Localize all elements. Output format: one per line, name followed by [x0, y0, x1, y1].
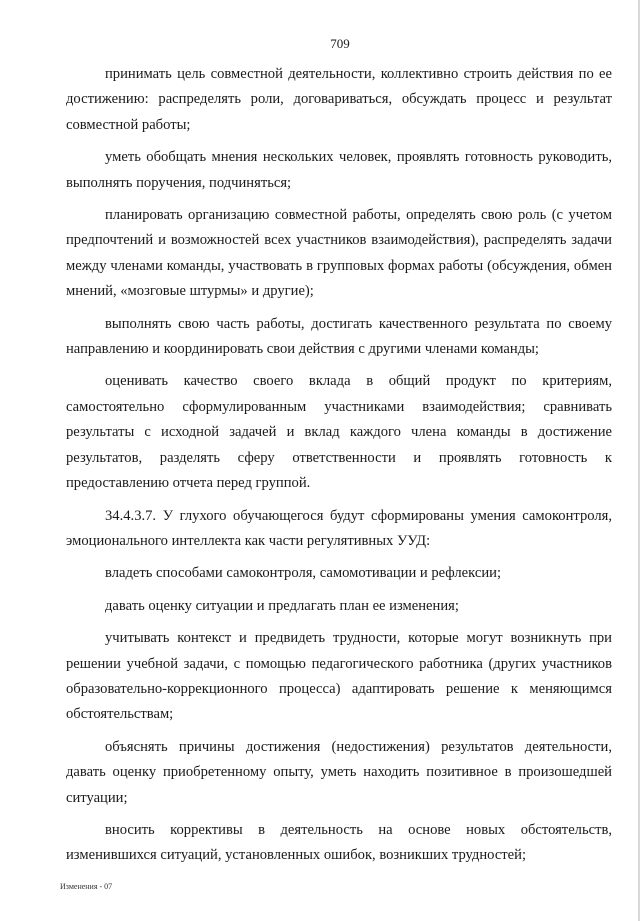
- paragraph: выполнять свою часть работы, достигать качественного результата по своему направлению и координировать свои действия с другими членами команды;: [66, 315, 612, 358]
- paragraph: учитывать контекст и предвидеть трудности, которые могут возникнуть при решении учебной задачи, с помощью педагогического работника (других участников образовательно-коррекционного процесса) адаптировать решение к меняющимся обстоятельствам;: [66, 630, 612, 723]
- paragraph: объяснять причины достижения (недостижения) результатов деятельности, давать оценку приобретенному опыту, уметь находить позитивное в произошедшей ситуации;: [66, 738, 612, 806]
- page-number: 709: [330, 36, 350, 51]
- paragraph: уметь обобщать мнения нескольких человек, проявлять готовность руководить, выполнять поручения, подчиняться;: [66, 149, 612, 191]
- page-footer: Изменения - 07: [60, 882, 113, 891]
- paragraph: давать оценку ситуации и предлагать план ее изменения;: [105, 597, 459, 614]
- paragraph: вносить коррективы в деятельность на основе новых обстоятельств, изменившихся ситуаций, установленных ошибок, возникших трудностей;: [66, 821, 612, 864]
- paragraph: планировать организацию совместной работы, определять свою роль (с учетом предпочтений и возможностей всех участников взаимодействия), распределять задачи между членами команды, участвовать в групповых формах работы (обсуждения, обмен мнений, «мозговые штурмы» и другие);: [66, 207, 612, 300]
- paragraph: принимать цель совместной деятельности, коллективно строить действия по ее достижению: распределять роли, договариваться, обсуждать процесс и результат совместной работы;: [66, 66, 612, 133]
- section-heading-paragraph: 34.4.3.7. У глухого обучающегося будут сформированы умения самоконтроля, эмоционального интеллекта как части регулятивных УУД:: [66, 507, 612, 549]
- document-body: [66, 62, 612, 876]
- paragraph: оценивать качество своего вклада в общий продукт по критериям, самостоятельно сформулированным участниками взаимодействия; сравнивать результаты с исходной задачей и вклад каждого члена команды в достижение результатов, разделять сферу ответственности и проявлять готовность к предоставлению отчета перед группой.: [66, 373, 612, 492]
- paragraph: владеть способами самоконтроля, самомотивации и рефлексии;: [105, 565, 502, 582]
